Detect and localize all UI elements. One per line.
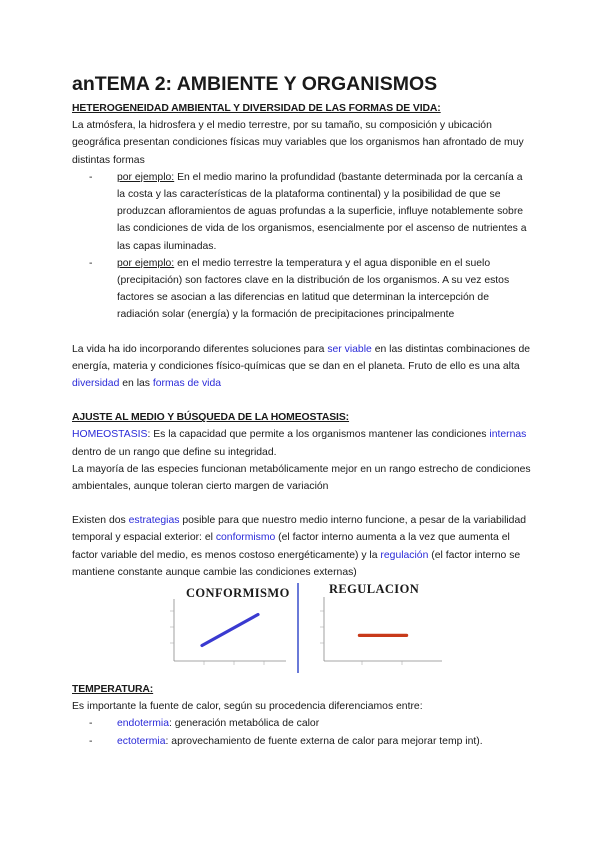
list-item [117, 255, 532, 324]
highlight-ser-viable: ser viable [327, 343, 372, 355]
highlight-diversidad: diversidad [72, 378, 120, 390]
list-item: - endotermia: generación metabólica de calor [117, 715, 532, 732]
paragraph-vida: La vida ha ido incorporando diferentes soluciones para ser viable en las distintas combinaciones de energía, materia y condiciones físico-químicas que se dan en el planeta. Fruto de ello es una alta diversidad en las formas de vida [72, 343, 531, 390]
paragraph-homeostasis: HOMEOSTASIS: Es la capacidad que permite a los organismos mantener las condiciones internas dentro de un rango que define su integridad. [72, 429, 527, 458]
chart-divider [297, 583, 299, 673]
term-endotermia: endotermia [117, 718, 169, 730]
paragraph-intro: La atmósfera, la hidrosfera y el medio terrestre, por su tamaño, su composición y ubicación geográfica presentan condiciones físicas muy variables que los organismos han afrontado de muy distintas formas [72, 120, 524, 166]
highlight-internas: internas [489, 429, 527, 441]
series-line [202, 615, 258, 646]
example-text: En el medio marino la profundidad (bastante determinada por la cercanía a la costa y las características de la plataforma continental) y la posibilidad de que se produzcan afloramientos de aguas profundas a la superficie, influye notablemente sobre las condiciones de vida de los organismos, esencialmente por el ascenso de nutrientes a las capas iluminadas. [117, 171, 527, 252]
highlight-estrategias: estrategias [128, 515, 180, 527]
highlight-conformismo: conformismo [215, 532, 276, 544]
example-lead: por ejemplo: [117, 171, 175, 183]
section-heading-temperatura: TEMPERATURA: [72, 684, 154, 696]
temperature-list [72, 715, 532, 749]
example-list [72, 169, 532, 324]
example-lead: por ejemplo: [117, 257, 175, 269]
highlight-homeostasis: HOMEOSTASIS [72, 429, 148, 441]
section-heading-heterogeneidad: HETEROGENEIDAD AMBIENTAL Y DIVERSIDAD DE LAS FORMAS DE VIDA: [72, 103, 441, 114]
charts-figure [154, 583, 532, 677]
document-page [72, 72, 532, 750]
chart-conformismo [154, 583, 294, 675]
paragraph-mayoria: La mayoría de las especies funcionan metabólicamente mejor en un rango estrecho de condiciones ambientales, aunque toleran cierto margen de variación [72, 463, 531, 493]
chart-title-conformismo: CONFORMISMO [186, 586, 290, 601]
list-item: - ectotermia: aprovechamiento de fuente externa de calor para mejorar temp int). [117, 733, 532, 750]
highlight-formas-de-vida: formas de vida [152, 378, 222, 390]
chart-regulacion [302, 583, 452, 675]
section-heading-ajuste: AJUSTE AL MEDIO Y BÚSQUEDA DE LA HOMEOSTASIS: [72, 412, 350, 424]
list-item [117, 169, 532, 255]
example-text: en el medio terrestre la temperatura y el agua disponible en el suelo (precipitación) son factores clave en la distribución de los organismos. A su vez estos factores se asocian a las diferencias en latitud que determinan la intercepción de radiación solar (energía) y la formación de precipitaciones principalmente [117, 257, 510, 321]
chart-title-regulacion: REGULACION [329, 582, 420, 597]
term-ectotermia: ectotermia [117, 735, 166, 747]
highlight-regulacion: regulación [380, 549, 429, 561]
paragraph-temperatura: Es importante la fuente de calor, según su procedencia diferenciamos entre: [72, 701, 423, 713]
page-title: anTEMA 2: AMBIENTE Y ORGANISMOS [72, 73, 438, 95]
paragraph-estrategias: Existen dos estrategias posible para que nuestro medio interno funcione, a pesar de la variabilidad temporal y espacial exterior: el conformismo (el factor interno aumenta a la vez que aumenta el factor variable del medio, es menos costoso energéticamente) y la regulación (el factor interno se mantiene constante aunque cambie las condiciones externas) [72, 515, 527, 578]
